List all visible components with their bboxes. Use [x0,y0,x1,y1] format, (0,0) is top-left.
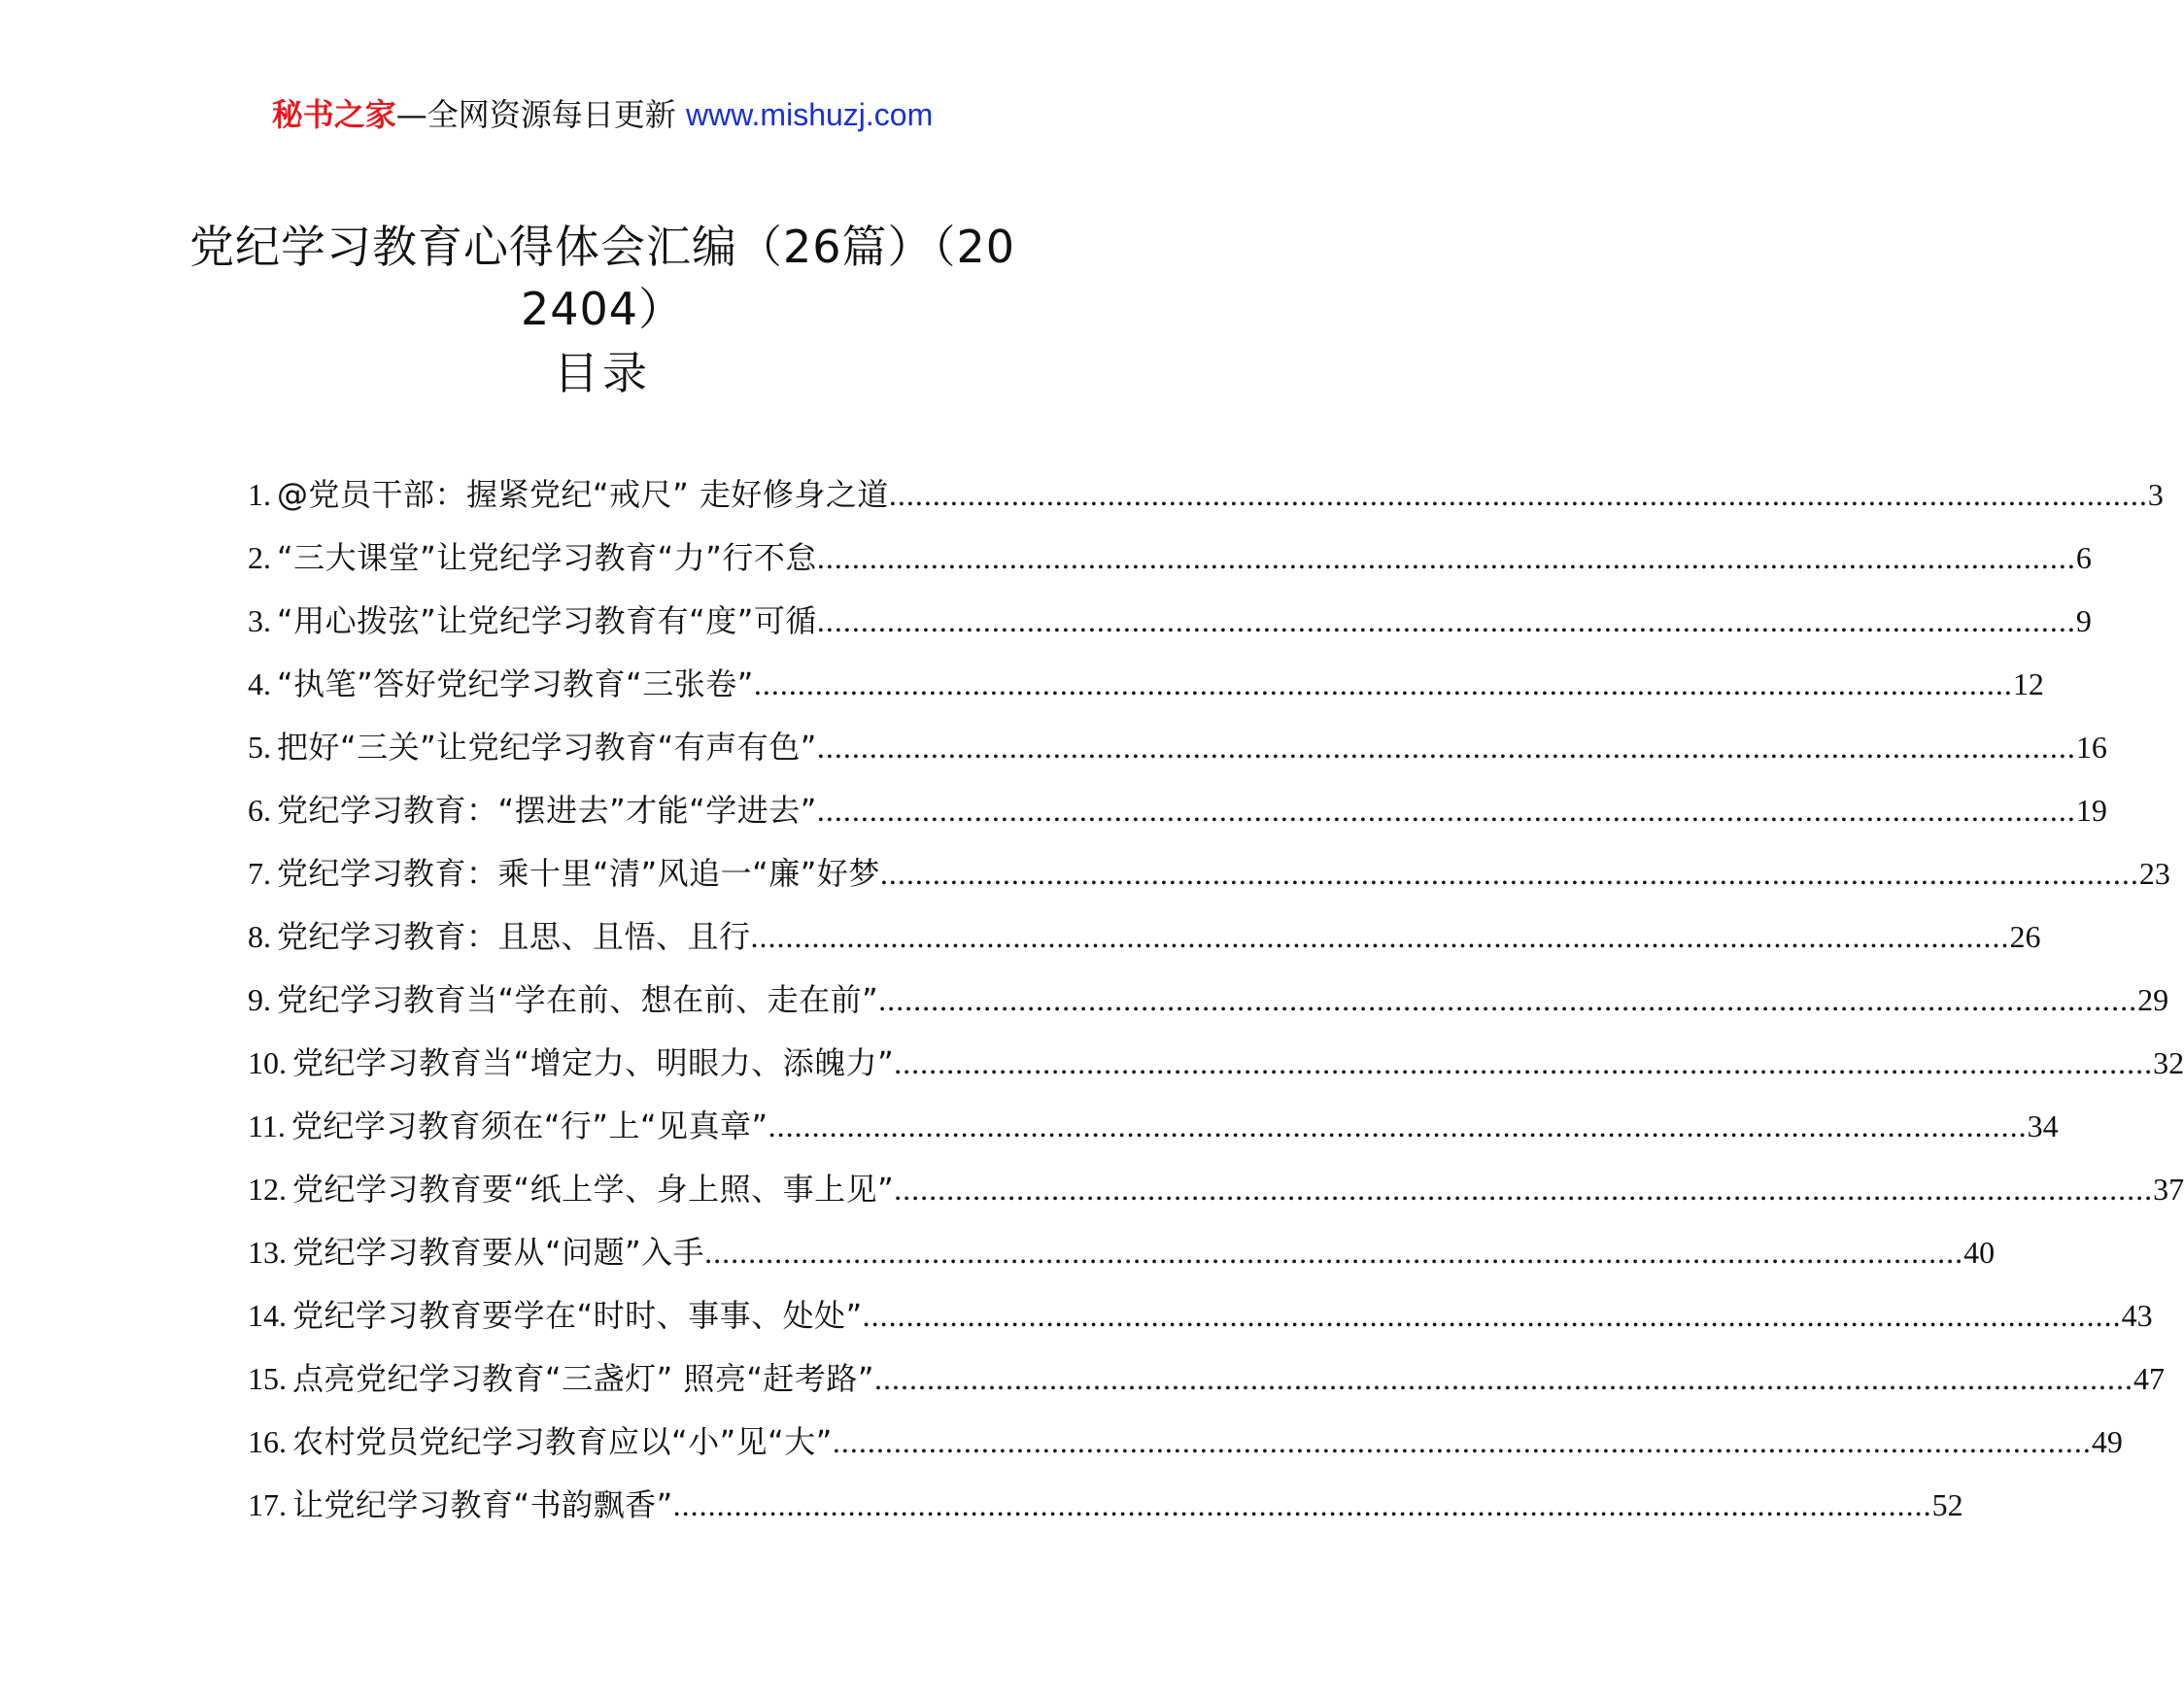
toc-entry-title: “三大课堂”让党纪学习教育“力”行不怠 [277,539,817,576]
toc-entry-page: 19 [2075,793,2107,828]
toc-entry-page: 34 [2027,1108,2059,1143]
toc-leader-dots [889,471,2148,518]
toc-entry-number: 6. [248,793,271,828]
toc-entry-number: 3. [248,603,271,638]
toc-entry-page: 47 [2133,1361,2165,1396]
toc-entry-title: 党纪学习教育须在“行”上“见真章” [290,1108,768,1144]
toc-entry-page: 6 [2075,540,2092,575]
toc-leader-dots [817,724,2076,770]
header-tagline: —全网资源每日更新 [395,96,686,133]
toc-entry[interactable] [248,1229,1996,1292]
toc-entry-page: 29 [2137,982,2169,1017]
toc-leader-dots [863,1292,2122,1339]
toc-leader-dots [754,661,2013,707]
toc-entry-number: 16. [248,1424,287,1459]
toc-entry[interactable] [248,534,2092,597]
toc-leader-dots [894,1166,2153,1212]
toc-entry-page: 37 [2153,1172,2184,1207]
toc-entry-page: 23 [2138,856,2170,891]
toc-entry-number: 10. [248,1045,287,1080]
toc-entry-number: 15. [248,1361,287,1396]
toc-leader-dots [704,1229,1963,1276]
toc-entry-number: 13. [248,1235,287,1270]
toc-entry-number: 7. [248,856,271,891]
toc-entry-title: 党纪学习教育：乘十里“清”风追一“廉”好梦 [277,855,880,892]
toc-entry[interactable] [248,1355,2165,1418]
toc-leader-dots [751,913,2010,960]
toc-entry-page: 32 [2153,1045,2184,1080]
brand-name: 秘书之家 [271,96,396,133]
toc-entry[interactable] [248,661,2044,724]
toc-entry[interactable] [248,1292,2153,1355]
toc-entry[interactable] [248,1482,1963,1545]
toc-entry-title: 农村党员党纪学习教育应以“小”见“大” [292,1423,833,1460]
toc-entry-title: 点亮党纪学习教育“三盏灯” 照亮“赶考路” [292,1360,874,1397]
toc-leader-dots [768,1103,2028,1149]
toc-entry-page: 49 [2091,1424,2123,1459]
toc-entry-number: 5. [248,730,271,765]
toc-entry-title: 党纪学习教育当“增定力、明眼力、添魄力” [292,1044,895,1081]
toc-entry-number: 4. [248,666,271,701]
document-title: 党纪学习教育心得体会汇编（26篇）（202404） [188,221,1016,335]
toc-entry-number: 11. [248,1108,286,1143]
toc-entry-title: @党员干部：握紧党纪“戒尺” 走好修身之道 [277,476,889,513]
toc-leader-dots [817,787,2076,834]
toc-leader-dots [673,1482,1932,1528]
toc-leader-dots [817,534,2076,581]
toc-entry-title: 党纪学习教育：且思、且悟、且行 [277,918,751,955]
table-of-contents [248,471,2184,1545]
toc-entry-title: “用心拨弦”让党纪学习教育有“度”可循 [277,602,817,639]
toc-entry-page: 52 [1931,1487,1963,1522]
toc-entry[interactable] [248,1418,2123,1482]
toc-entry-title: 党纪学习教育要“纸上学、身上照、事上见” [292,1171,895,1208]
toc-entry-title: 让党纪学习教育“书韵飘香” [292,1486,673,1523]
toc-leader-dots [878,976,2137,1023]
toc-entry-number: 2. [248,540,271,575]
site-url-link[interactable]: www.mishuzj.com [685,97,934,132]
toc-entry[interactable] [248,597,2092,661]
toc-entry-title: 党纪学习教育要从“问题”入手 [292,1234,705,1271]
toc-entry-title: 党纪学习教育当“学在前、想在前、走在前” [277,981,879,1018]
toc-entry[interactable] [248,913,2041,976]
toc-entry-number: 8. [248,919,271,954]
toc-entry-number: 17. [248,1487,287,1522]
toc-entry-number: 14. [248,1298,287,1333]
toc-entry-title: “执笔”答好党纪学习教育“三张卷” [277,665,754,702]
toc-entry[interactable] [248,724,2107,787]
toc-leader-dots [894,1039,2153,1086]
toc-entry-page: 40 [1963,1235,1996,1270]
toc-leader-dots [833,1418,2092,1465]
toc-entry[interactable] [248,850,2170,913]
toc-leader-dots [880,850,2139,897]
toc-entry-title: 党纪学习教育要学在“时时、事事、处处” [292,1297,863,1334]
toc-entry-title: 党纪学习教育：“摆进去”才能“学进去” [277,792,817,829]
toc-entry[interactable] [248,976,2169,1039]
toc-entry[interactable] [248,471,2164,534]
toc-entry-page: 16 [2075,730,2107,765]
toc-entry[interactable] [248,1039,2184,1103]
toc-leader-dots [874,1355,2133,1402]
toc-entry-page: 26 [2009,919,2041,954]
toc-entry-number: 12. [248,1172,287,1207]
toc-entry[interactable] [248,1166,2184,1229]
toc-entry-page: 12 [2012,666,2044,701]
toc-leader-dots [817,597,2076,644]
toc-entry[interactable] [248,1103,2059,1166]
toc-entry-title: 把好“三关”让党纪学习教育“有声有色” [277,729,817,766]
toc-entry-number: 9. [248,982,271,1017]
toc-heading: 目录 [554,347,651,399]
toc-entry-page: 9 [2075,603,2092,638]
toc-entry-number: 1. [248,477,271,512]
toc-entry-page: 3 [2147,477,2164,512]
toc-entry-page: 43 [2121,1298,2153,1333]
site-header [0,95,1205,134]
toc-entry[interactable] [248,787,2107,850]
